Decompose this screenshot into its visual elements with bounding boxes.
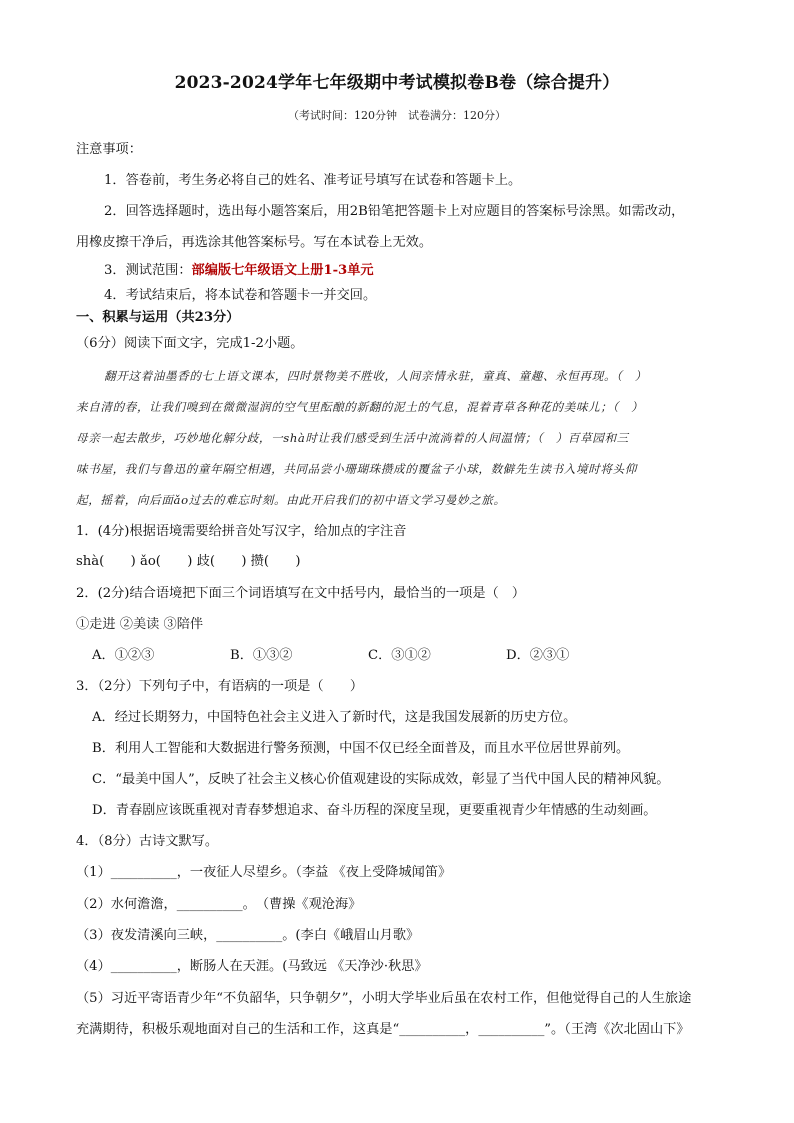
notice-item-1: 1．答卷前，考生务必将自己的姓名、准考证号填写在试卷和答题卡上。 [104, 173, 522, 188]
notice-item-3-prefix: 3．测试范围： [104, 263, 192, 278]
question-4-item-5a: （5）习近平寄语青少年“不负韶华，只争朝夕”，小明大学毕业后虽在农村工作，但他觉得自己的人生旅途 [76, 991, 692, 1006]
question-4-item-4: （4）__________，断肠人在天涯。(马致远 《天净沙·秋思》 [76, 959, 428, 974]
question-1-blanks: shà( ) ǎo( ) 歧( ) 攒( ) [76, 554, 301, 569]
question-2-options [92, 647, 752, 665]
passage-line: 翻开这着油墨香的七上语文课本，四时景物美不胜收，人间亲情永驻，童真、童趣、永恒再现。（ ） [104, 369, 647, 383]
reading-intro: （6分）阅读下面文字，完成1-2小题。 [76, 336, 304, 351]
notice-heading: 注意事项： [76, 142, 142, 157]
passage-line: 母亲一起去散步，巧妙地化解分歧，一shà时让我们感受到生活中流淌着的人间温情；（ ）百草园和三 [76, 431, 629, 445]
question-4-item-1: （1）__________，一夜征人尽望乡。（李益 《夜上受降城闻笛》 [76, 865, 452, 880]
question-4-item-5b: 充满期待，积极乐观地面对自己的生活和工作，这真是“__________，__________”。（王湾《次北固山下》 [76, 1022, 690, 1037]
question-3-option-b: B．利用人工智能和大数据进行警务预测，中国不仅已经全面普及，而且水平位居世界前列。 [92, 741, 630, 756]
notice-item-3 [104, 262, 764, 280]
question-3-option-d: D．青春剧应该既重视对青春梦想追求、奋斗历程的深度呈现，更要重视青少年情感的生动刻画。 [92, 803, 657, 818]
option-b: B．①③② [230, 648, 293, 663]
question-3-option-a: A．经过长期努力，中国特色社会主义进入了新时代，这是我国发展新的历史方位。 [92, 710, 577, 725]
page-title: 2023-2024学年七年级期中考试模拟卷B卷（综合提升） [174, 73, 620, 93]
option-a: A．①②③ [92, 648, 155, 663]
option-d: D．②③① [506, 648, 570, 663]
section-heading: 一、积累与运用（共23分） [76, 310, 240, 325]
question-4-item-2: （2）水何澹澹，__________。 （曹操《观沧海》 [76, 897, 362, 912]
passage-line: 来自清的春，让我们嗅到在微微湿润的空气里酝酿的新翻的泥土的气息，混着青草各种花的美味儿；（ ） [76, 400, 644, 414]
test-range: 部编版七年级语文上册1-3单元 [191, 263, 374, 278]
question-1: 1．(4分)根据语境需要给拼音处写汉字，给加点的字注音 [76, 524, 407, 539]
notice-item-4: 4．考试结束后，将本试卷和答题卡一并交回。 [104, 288, 377, 303]
option-c: C．③①② [368, 648, 431, 663]
passage-line: 起，摇着，向后面ǎo过去的难忘时刻。由此开启我们的初中语文学习曼妙之旅。 [76, 493, 506, 507]
question-3: 3．（2分）下列句子中，有语病的一项是（ ） [76, 679, 364, 694]
notice-item-2b: 用橡皮擦干净后，再选涂其他答案标号。写在本试卷上无效。 [76, 235, 433, 250]
question-4: 4．（8分）古诗文默写。 [76, 834, 219, 849]
question-2-words: ①走进 ②美读 ③陪伴 [76, 617, 204, 632]
question-2: 2．(2分)结合语境把下面三个词语填写在文中括号内，最恰当的一项是（ ） [76, 586, 526, 601]
question-4-item-3: （3）夜发清溪向三峡，__________。(李白《峨眉山月歌》 [76, 928, 420, 943]
exam-info: （考试时间：120分钟 试卷满分：120分） [288, 109, 506, 122]
question-3-option-c: C．“最美中国人”，反映了社会主义核心价值观建设的实际成效，彰显了当代中国人民的精神风貌。 [92, 772, 670, 787]
passage-line: 味书屋，我们与鲁迅的童年隔空相遇，共同品尝小珊瑚珠攒成的覆盆子小球，数僻先生读书入境时将头仰 [76, 462, 637, 476]
notice-item-2a: 2．回答选择题时，选出每小题答案后，用2B铅笔把答题卡上对应题目的答案标号涂黑。如需改动， [104, 204, 685, 219]
